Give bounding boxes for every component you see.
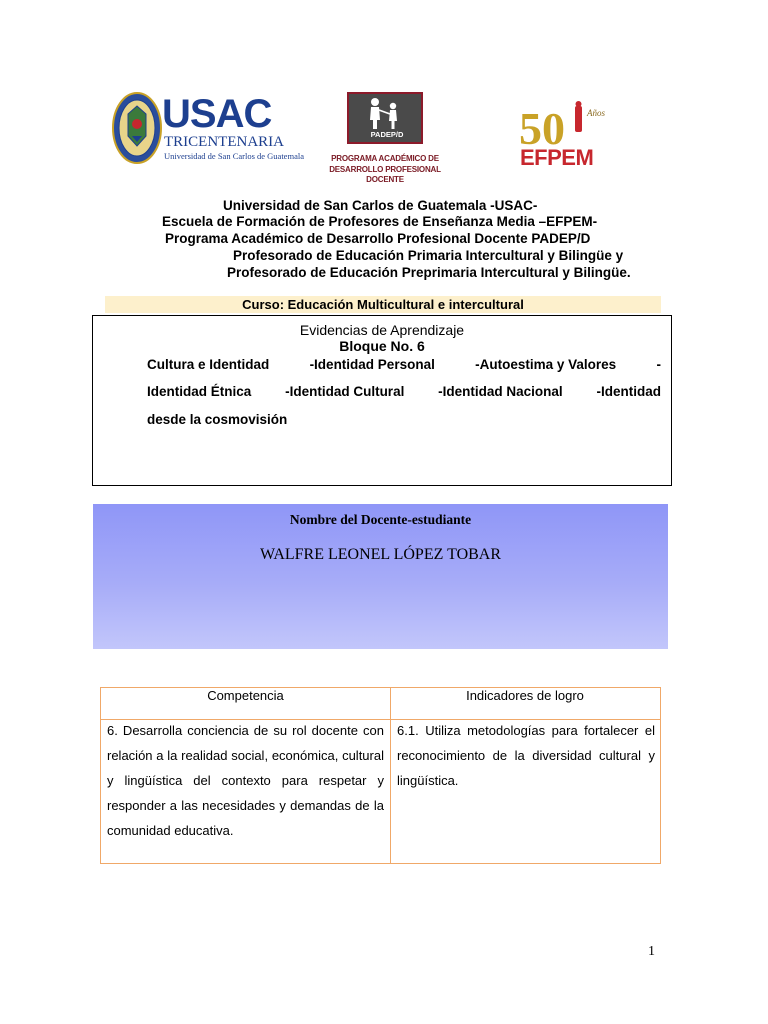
usac-tricentenaria: TRICENTENARIA <box>164 134 284 150</box>
padep-line-2: DESARROLLO PROFESIONAL DOCENTE <box>329 165 441 184</box>
topic-item: -Identidad Nacional <box>438 384 563 399</box>
header-profesorado-preprimaria: Profesorado de Educación Preprimaria Intercultural y Bilingüe. <box>227 265 631 280</box>
table-divider <box>390 688 391 863</box>
header-indicadores: Indicadores de logro <box>466 688 584 703</box>
usac-seal-icon <box>112 92 162 164</box>
header-competencia: Competencia <box>207 688 284 703</box>
evidence-title: Evidencias de Aprendizaje <box>299 322 465 338</box>
efpem-number: 50 <box>519 103 565 150</box>
topic-item: - <box>656 357 661 372</box>
topic-item: -Identidad Cultural <box>285 384 405 399</box>
header-university: Universidad de San Carlos de Guatemala -USAC- <box>223 198 538 213</box>
course-title: Curso: Educación Multicultural e intercultural <box>242 297 524 312</box>
topic-item: -Identidad <box>596 384 661 399</box>
usac-logo <box>112 92 304 168</box>
usac-wordmark: USAC <box>162 92 272 136</box>
efpem-anios: Años <box>587 108 605 118</box>
topic-item: -Autoestima y Valores <box>475 357 617 372</box>
evidence-block: Bloque No. 6 <box>339 338 425 354</box>
indicator-text: 6.1. Utiliza metodologías para fortalecer el reconocimiento de la diversidad cultural y lingüística. <box>397 723 655 788</box>
evidence-topics-line-3: desde la cosmovisión <box>147 412 288 427</box>
topic-item: Identidad Étnica <box>147 384 252 399</box>
efpem-wordmark: EFPEM <box>520 145 594 170</box>
evidence-topics-line-2 <box>147 384 661 400</box>
competence-table <box>100 687 661 864</box>
header-program: Programa Académico de Desarrollo Profesional Docente PADEP/D <box>165 231 591 246</box>
padep-box-label: PADEP/D <box>370 130 404 139</box>
topic-item: -Identidad Personal <box>309 357 435 372</box>
padep-logo <box>326 92 444 184</box>
header-school: Escuela de Formación de Profesores de Enseñanza Media –EFPEM- <box>162 214 598 229</box>
student-box <box>93 504 668 649</box>
course-bar <box>105 296 661 313</box>
page-number: 1 <box>648 944 655 959</box>
evidence-box <box>92 315 672 486</box>
padep-line-1: PROGRAMA ACADÉMICO DE <box>331 154 439 163</box>
evidence-topics-line-1 <box>147 357 661 373</box>
family-icon <box>349 96 421 130</box>
header-profesorado-primaria: Profesorado de Educación Primaria Intercultural y Bilingüe y <box>233 248 624 263</box>
topic-item: Cultura e Identidad <box>147 357 270 372</box>
student-name: WALFRE LEONEL LÓPEZ TOBAR <box>259 546 502 563</box>
student-label: Nombre del Docente-estudiante <box>289 512 472 527</box>
competence-text: 6. Desarrolla conciencia de su rol docente con relación a la realidad social, económica, cultural y lingüística del contexto para respetar y responder a las necesidades y demandas de la comunidad educativa. <box>107 723 384 838</box>
efpem-logo <box>517 100 613 178</box>
usac-subtitle: Universidad de San Carlos de Guatemala <box>164 151 304 161</box>
padep-emblem <box>347 92 423 144</box>
